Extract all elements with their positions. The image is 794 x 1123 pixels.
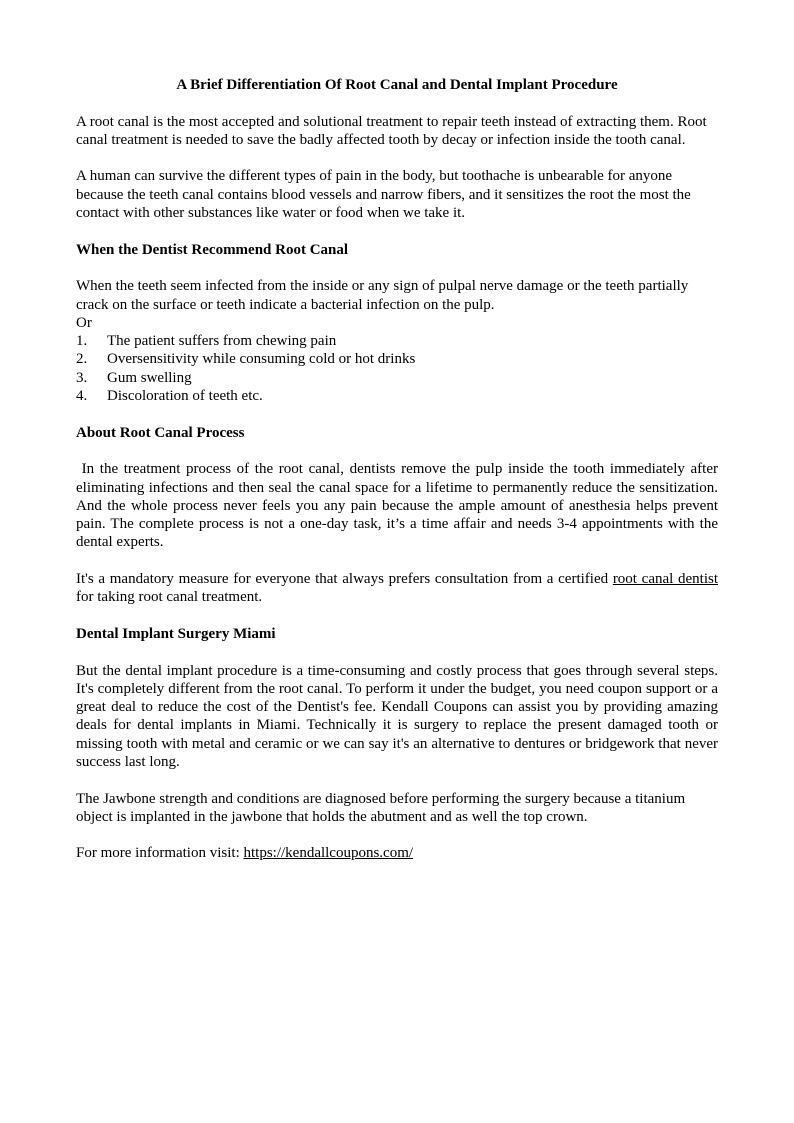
list-item bbox=[76, 369, 718, 387]
list-item-number: 3. bbox=[76, 369, 88, 386]
list-item bbox=[76, 350, 718, 368]
symptom-list bbox=[76, 332, 718, 405]
process-paragraph: In the treatment process of the root canal, dentists remove the pulp inside the tooth immediately after eliminating infections and then seal the canal space for a lifetime to permanently reduce the sensitization. And the whole process never feels you any pain because the ample amount of anesthesia helps prevent pain. The complete process is not a one-day task, it’s a time affair and needs 3-4 appointments with the dental experts. bbox=[76, 461, 722, 551]
list-item-text: Gum swelling bbox=[107, 369, 192, 386]
section-heading-implant-surgery: Dental Implant Surgery Miami bbox=[76, 625, 276, 642]
or-label: Or bbox=[76, 314, 92, 331]
list-item-number: 2. bbox=[76, 351, 88, 368]
mandatory-text-before: It's a mandatory measure for everyone that always prefers consultation from a certified bbox=[76, 571, 613, 588]
more-info-line bbox=[76, 844, 718, 862]
document-title: A Brief Differentiation Of Root Canal and Dental Implant Procedure bbox=[176, 77, 618, 93]
implant-paragraph-2: The Jawbone strength and conditions are diagnosed before performing the surgery because a titanium object is implanted in the jawbone that holds the abutment and as well the top crown. bbox=[76, 790, 686, 825]
list-item bbox=[76, 332, 718, 350]
section-heading-root-canal-recommend: When the Dentist Recommend Root Canal bbox=[76, 241, 349, 258]
intro-paragraph-2: A human can survive the different types of pain in the body, but toothache is unbearable for anyone because the teeth canal contains blood vessels and narrow fibers, and it sensitizes the root the most the contact with other substances like water or food when we take it. bbox=[76, 168, 691, 222]
list-item-text: Oversensitivity while consuming cold or hot drinks bbox=[107, 351, 416, 368]
implant-paragraph-1: But the dental implant procedure is a time-consuming and costly process that goes through several steps. It's completely different from the root canal. To perform it under the budget, you need coupon support or a great deal to reduce the cost of the Dentist's fee. Kendall Coupons can assist you by providing amazing deals for dental implants in Miami. Technically it is surgery to replace the present damaged tooth or missing tooth with metal and ceramic or we can say it's an alternative to dentures or bridgework that never success last long. bbox=[76, 662, 718, 770]
list-item-text: Discoloration of teeth etc. bbox=[107, 388, 263, 405]
kendall-coupons-link[interactable]: https://kendallcoupons.com/ bbox=[243, 845, 414, 862]
recommend-paragraph: When the teeth seem infected from the inside or any sign of pulpal nerve damage or the teeth partially crack on the surface or teeth indicate a bacterial infection on the pulp. bbox=[76, 278, 689, 313]
section-heading-root-canal-process: About Root Canal Process bbox=[76, 424, 245, 441]
list-item-number: 1. bbox=[76, 333, 88, 350]
more-info-label: For more information visit: bbox=[76, 845, 244, 862]
mandatory-text-after: for taking root canal treatment. bbox=[76, 589, 263, 606]
intro-paragraph-1: A root canal is the most accepted and solutional treatment to repair teeth instead of extracting them. Root canal treatment is needed to save the badly affected tooth by decay or infection inside the tooth canal. bbox=[76, 113, 707, 148]
document-page bbox=[76, 76, 722, 863]
list-item-text: The patient suffers from chewing pain bbox=[107, 333, 337, 350]
root-canal-dentist-link[interactable]: root canal dentist bbox=[612, 571, 718, 588]
list-item-number: 4. bbox=[76, 388, 88, 405]
list-item bbox=[76, 387, 718, 405]
mandatory-paragraph bbox=[76, 570, 718, 607]
